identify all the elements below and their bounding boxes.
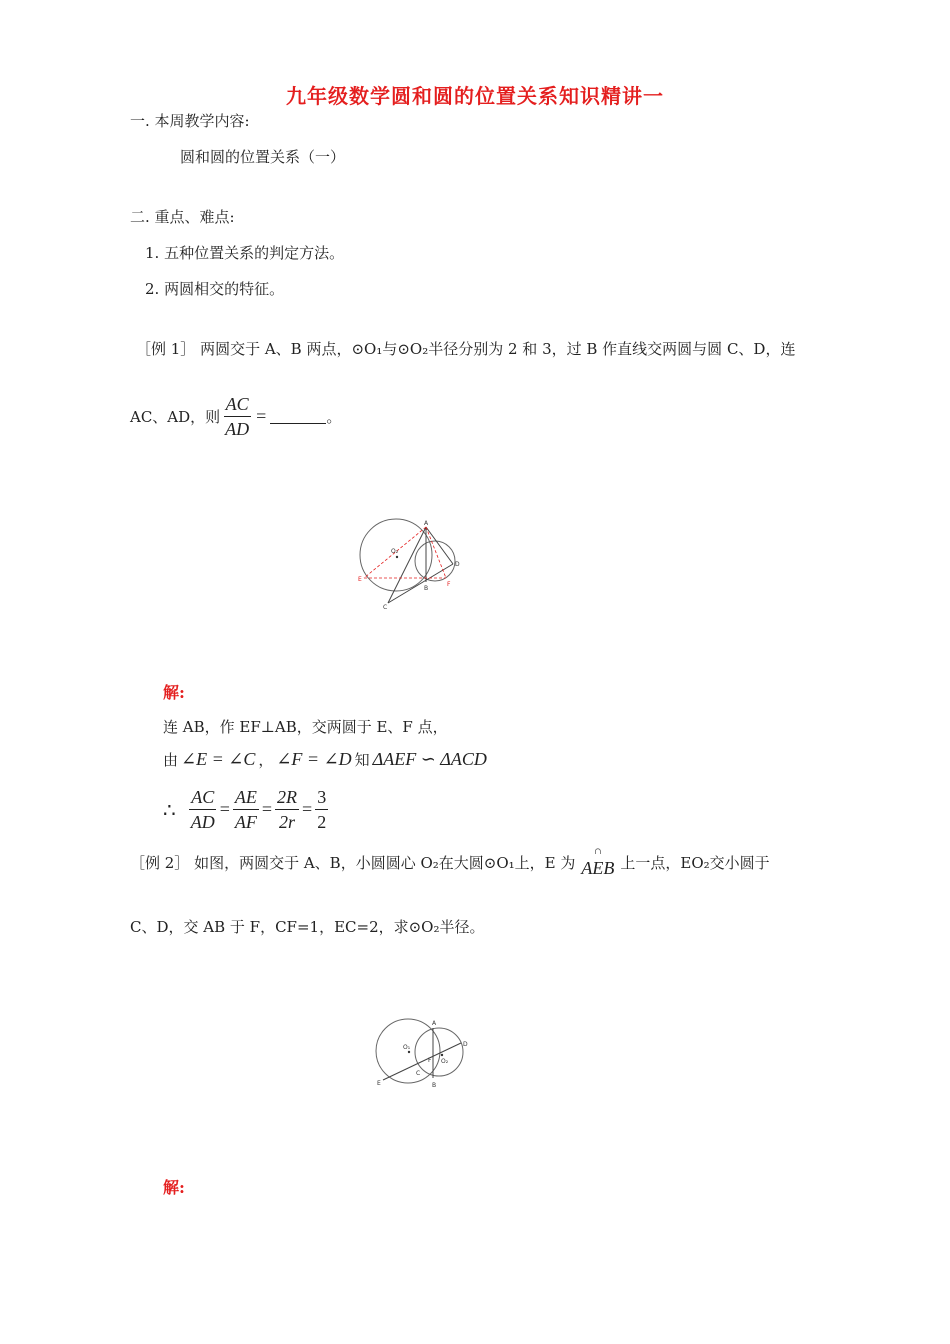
eq-3: =	[302, 799, 313, 819]
frac2-den: AF	[234, 812, 257, 832]
section2-heading: 二. 重点、难点:	[130, 208, 235, 226]
solution1-equation	[163, 786, 331, 833]
example2-line1-prefix: ［例 2］ 如图，两圆交于 A、B，小圆圆心 O₂在大圆⊙O₁上，E 为	[130, 854, 576, 872]
frac3-den: 2r	[279, 812, 296, 832]
solution1-line2-prefix: 由	[163, 751, 179, 769]
label-A: A	[424, 520, 429, 527]
frac-3-2	[315, 786, 328, 833]
center-dot	[396, 556, 398, 558]
label-F: F	[447, 581, 451, 588]
frac4-den: 2	[317, 812, 327, 832]
example1-line2-prefix: AC、AD，则	[130, 408, 221, 426]
center-O2	[441, 1054, 443, 1056]
therefore-symbol: ∴	[163, 797, 176, 822]
label-O1: O₁	[403, 1044, 411, 1051]
example1-figure	[350, 505, 470, 615]
label-C: C	[416, 1070, 421, 1077]
arc-symbol: ∩	[594, 847, 602, 857]
solution1-line2	[163, 749, 487, 770]
center-O1	[408, 1051, 410, 1053]
line-AD	[426, 527, 453, 564]
frac3-num: 2R	[275, 786, 299, 810]
example1-line1: ［例 1］ 两圆交于 A、B 两点，⊙O₁与⊙O₂半径分别为 2 和 3，过 B 作直线交两圆与圆 C、D，连	[136, 340, 796, 358]
label-C: C	[383, 604, 388, 611]
eq-2: =	[261, 799, 273, 819]
section2-item-2: 2. 两圆相交的特征。	[145, 280, 285, 298]
big-circle	[360, 519, 432, 591]
label-B: B	[424, 585, 429, 592]
label-D: D	[455, 561, 460, 568]
example2-line1-suffix: 上一点，EO₂交小圆于	[620, 854, 770, 872]
angle-relation-2: ∠F = ∠D	[276, 749, 352, 769]
solution2-label: 解:	[163, 1178, 185, 1197]
label-O2: O₂	[441, 1058, 449, 1065]
label-E: E	[377, 1080, 381, 1087]
arc-AEB	[581, 846, 614, 879]
frac4-num: 3	[315, 786, 328, 810]
section1-content: 圆和圆的位置关系（一）	[180, 148, 346, 166]
similar-triangles: ΔAEF ∽ ΔACD	[372, 749, 487, 769]
small-circle-O2	[415, 1028, 463, 1076]
line-ED	[383, 1043, 461, 1080]
eq-1: =	[219, 799, 230, 819]
know-text: 知	[354, 751, 370, 769]
frac-AE-AF	[233, 786, 259, 833]
angle-relation-1: ∠E = ∠C	[181, 749, 256, 769]
label-E: E	[358, 576, 362, 583]
label-D: D	[463, 1041, 468, 1048]
equals-sign: =	[256, 406, 267, 426]
label-F: F	[428, 1057, 432, 1064]
example2-line2: C、D，交 AB 于 F，CF=1，EC=2，求⊙O₂半径。	[130, 918, 485, 936]
example2-figure	[368, 1005, 478, 1100]
big-circle-O1	[376, 1019, 440, 1083]
example2-line1	[130, 846, 770, 879]
section1-heading: 一. 本周教学内容:	[130, 112, 250, 130]
period-mark: 。	[326, 408, 342, 426]
arc-label: AEB	[581, 858, 615, 878]
solution1-label: 解:	[163, 683, 185, 702]
frac1-den: AD	[190, 812, 215, 832]
frac1-num: AC	[189, 786, 216, 810]
label-O2: O₂	[391, 548, 399, 555]
example1-line2	[130, 393, 341, 440]
example1-fraction	[223, 393, 251, 440]
frac2-num: AE	[233, 786, 259, 810]
fraction-denominator: AD	[225, 419, 250, 439]
fraction-numerator: AC	[224, 393, 251, 417]
label-A: A	[432, 1020, 437, 1027]
section2-item-1: 1. 五种位置关系的判定方法。	[145, 244, 345, 262]
frac-AC-AD	[189, 786, 217, 833]
frac-2R-2r	[275, 786, 299, 833]
label-B: B	[432, 1082, 437, 1089]
page-title: 九年级数学圆和圆的位置关系知识精讲一	[286, 84, 664, 108]
comma: ，	[258, 751, 274, 769]
answer-blank	[270, 409, 326, 424]
solution1-line1: 连 AB，作 EF⊥AB，交两圆于 E、F 点，	[163, 718, 448, 736]
